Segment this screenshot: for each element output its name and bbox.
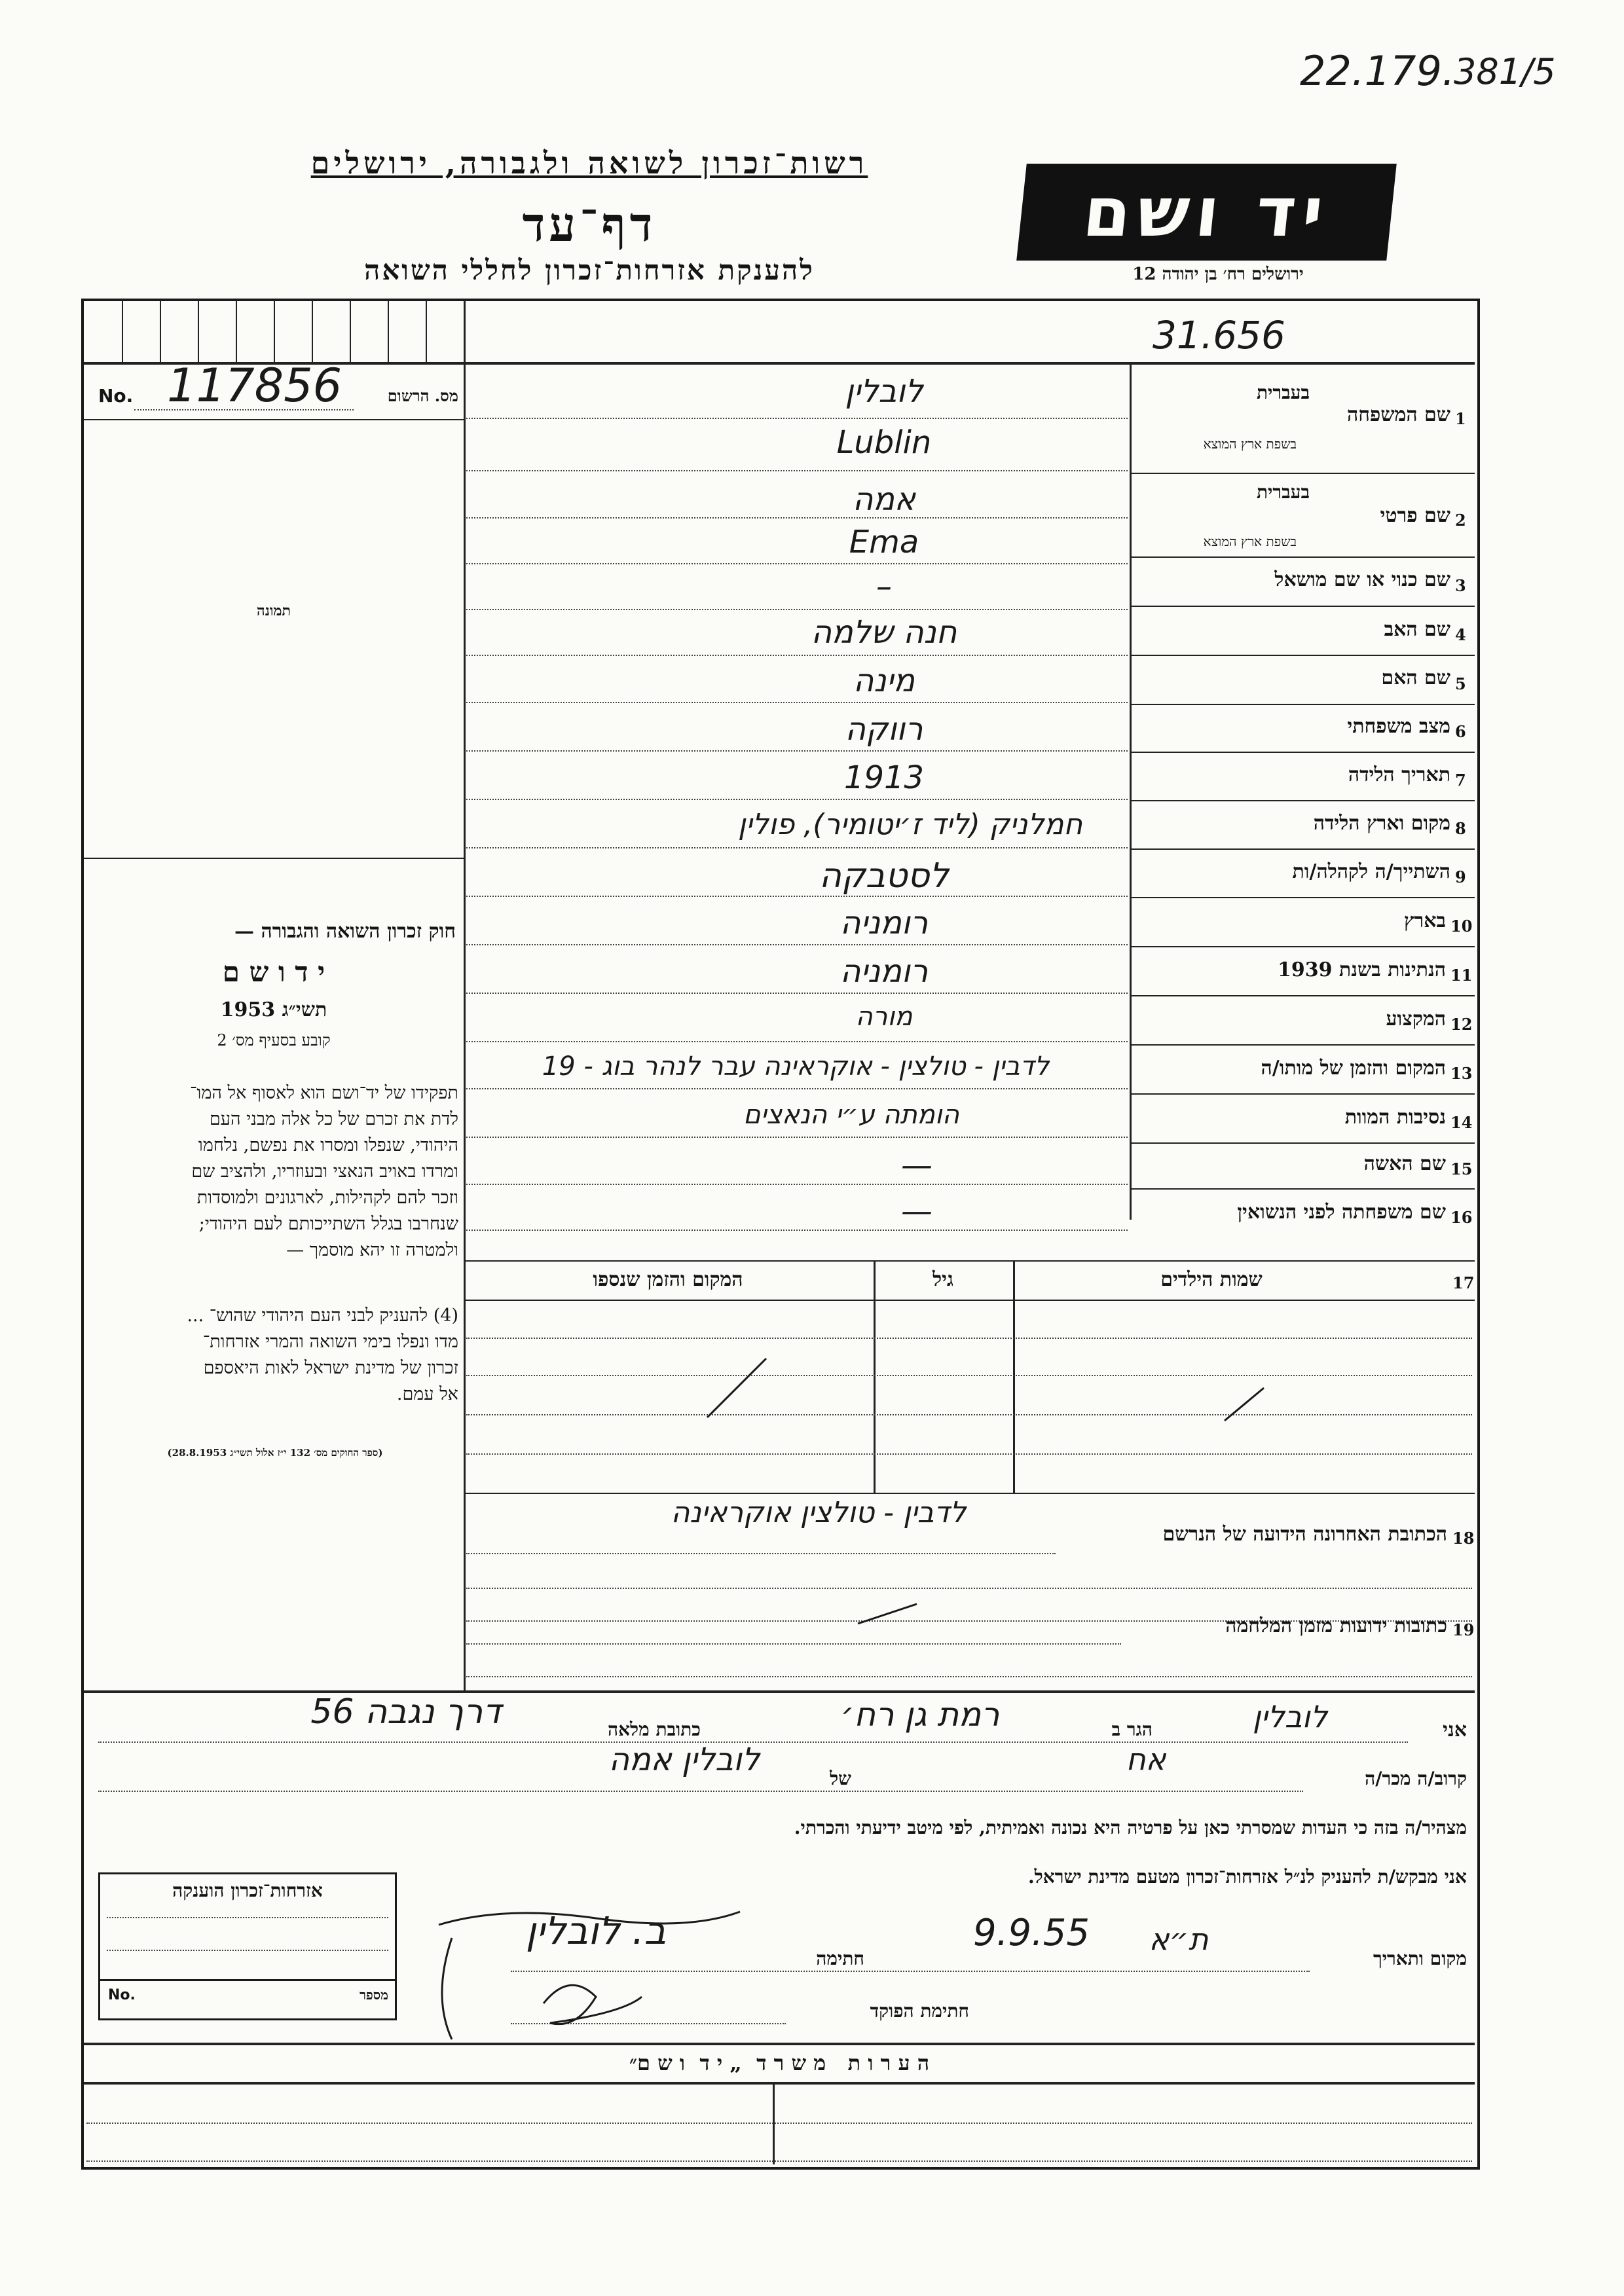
code-boxes [84,300,464,362]
value-wife: — [901,1147,932,1184]
value-maiden-name: — [901,1193,932,1230]
value-death-circumstances: הומתה ע״י הנאצים [743,1100,959,1130]
value-first-name-hebrew: אמה [852,481,916,518]
office-remarks-heading: ה ע ר ו ת מ ש ר ד „ י ד ו ש ם״ [629,2050,930,2075]
registration-label: מס. הרשום [387,386,458,405]
children-header-place-time: המקום והזמן שנספו [593,1268,743,1291]
document-subtitle: להענקת אזרחות־זכרון לחללי השואה [364,254,815,286]
official-signature [426,1899,766,2049]
value-father: חנה שלמה [811,614,957,651]
registration-number: 117856 [167,359,342,412]
value-country: רומניה [840,905,929,941]
value-birth-date: 1913 [843,759,925,796]
logo-address: ירושלים רח׳ בן יהודה 12 [1132,264,1304,284]
law-title: חוק זכרון השואה והגבורה — [234,920,456,943]
law-year: תשי״ג 1953 [220,998,327,1021]
value-surname-hebrew: לובלין [845,373,923,410]
value-surname-latin: Lublin [836,424,932,461]
authority-heading: רשות־זכרון לשואה ולגבורה, ירושלים [310,145,868,181]
law-paragraph-1: תפקידו של יד־ושם הוא לאסוף אל המו־ לדת את זכרם של כל אלה מבני העם היהודי, שנפלו ומסרו את נפשם, נלחמו ומרדו באויב הנאצי ובעוזריו, ולהציב שם וזכר להם לקהילות, לארגונים ולמוסדות שנחרבו בגלל השתייכותם לעם היהודי; ולמטרה זו יהא מוסמך — [190,1083,458,1260]
value-nationality: רומניה [840,953,929,990]
value-death-place-time: לדבין - טולצין - אוקראינה עבר לנהר בוג - 19 [542,1051,1050,1082]
value-nickname: – [876,568,892,605]
corner-page-number: 381/5 [1454,51,1556,92]
top-record-number: 31.656 [1153,313,1285,357]
value-marital: רווקה [845,711,923,748]
value-profession: מורה [855,1002,913,1032]
value-community: לסטבקה [819,856,949,896]
corner-reference: 22.179. [1300,47,1455,95]
law-name: י ד ו ש ם [222,956,325,988]
children-header-age: גיל [932,1268,953,1291]
law-paragraph-2: (4) להעניק לבני העם היהודי שהוש־ ... מדו ונפלו בימי השואה והמרי אזרחות־ זכרון של מדינת ישראל לאות היאספם אל עמם. [187,1305,458,1404]
address-19-dash [851,1597,930,1630]
law-clause: קובע בסעיף מס׳ 2 [217,1031,331,1049]
registration-prefix: No. [98,385,134,407]
value-first-name-latin: Ema [849,524,919,560]
certificate-box: אזרחות־זכרון הוענקה No. מספר [98,1872,397,2020]
yad-vashem-logo: יד ושם [1016,164,1397,261]
value-mother: מינה [853,663,915,699]
children-header-names: שמות הילדים [1160,1268,1263,1291]
document-title: דף־עד [522,196,657,252]
law-source: (ספר החוקים מס׳ 132 י״ז אלול תשי״ג 28.8.1953) [167,1447,383,1459]
value-birth-place: חמלניק (ליד ז׳יטומיר), פולין [737,808,1083,841]
photo-label: תמונה [257,602,291,619]
children-dash-marks [688,1342,1277,1427]
